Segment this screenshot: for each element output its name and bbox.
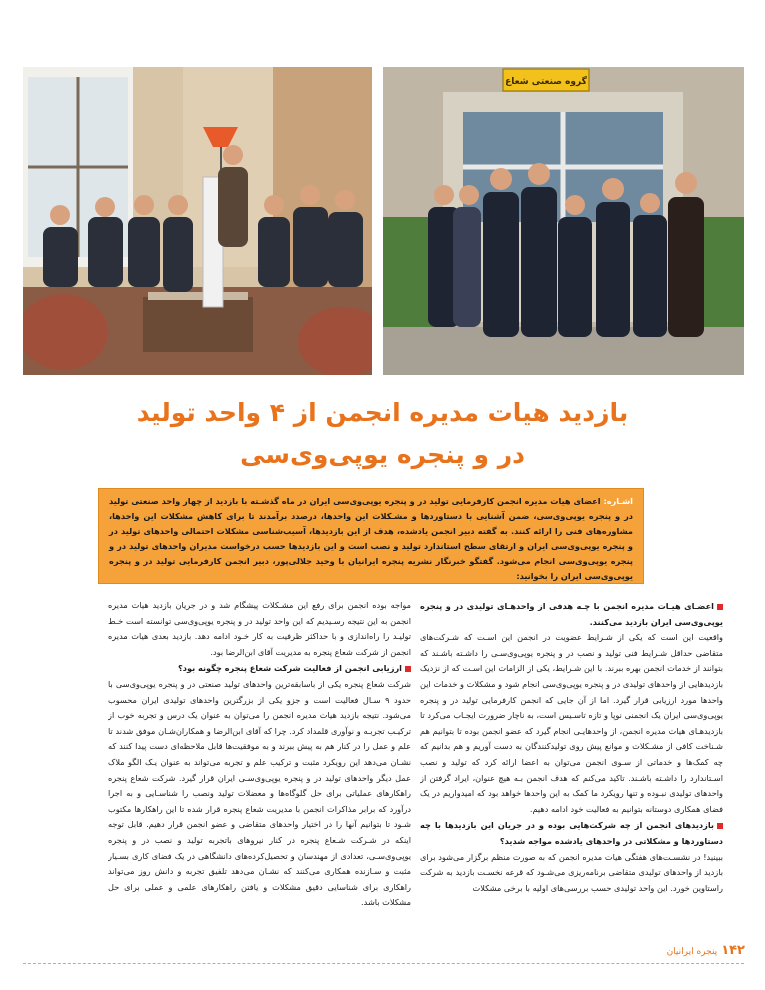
question-heading [420, 599, 723, 630]
bullet-square-icon [717, 604, 723, 610]
page-footer [667, 943, 745, 958]
photo-group-illustration [383, 67, 744, 375]
page-number: ۱۴۲ [721, 943, 745, 958]
question-text: ارزیابی انجمن از فعالیت شرکت شعاع پنجره چگونه بود؟ [178, 663, 402, 674]
lead-text: اعضای هیات مدیره انجمن کارفرمایی تولید در و پنجره یوپی‌وی‌سی ایران در ماه گذشـته با بازدید از چهار واحد صنعتی تولید در و پنجره یوپی‌وی‌سی، ضمن آشنایی با دستاوردها و مشـکلات این واحدها، درصدد برآمدند تا برای کاهش مشکلات این واحدها، مشاوره‌های فنی را ارائه کنند. به گفته دبیر انجمن یادشده، هدف از این بازدیدها، آسیب‌شناسی مشکلات احتمالی واحدهای تولید در و پنجره یوپی‌وی‌سی ایران و ارتقای سطح استاندارد تولید و نصب است و این بازدیدها حسب درخواست مدیران واحدهای تولید در و پنجره یوپی‌وی‌سی انجام می‌شود. گفتگو خبرنگار نشریه پنجره ایرانیان با وحید جلالی‌پور، دبیر انجمن کارفرمایی تولید در و پنجره یوپی‌وی‌سی ایران را بخوانید: [109, 496, 633, 581]
lead-label: اشـاره: [603, 496, 633, 506]
photo-group-building [383, 67, 744, 375]
footer-divider [23, 963, 744, 964]
answer-paragraph: شرکت شعاع پنجره یکی از باسابقه‌ترین واحدهای تولید صنعتی در و پنجره یوپی‌وی‌سی با حدود ۹ سـال فعالیت است و جزو یکی از بزرگترین واحدهای تولیدی ایران محسوب می‌شود. نتیجه بازدید هیات مدیره انجمن را می‌توان به عنوان یک درس و تجربه خوب از ترکیـب تجربـه و نوآوری قلمداد کرد. چرا که آقای ابن‌الرضا و همکاران‌شـان موفق شدند تا علم و عمل را در کنار هم به پیش ببرند و به موفقیت‌ها قابل ملاحظه‌ای دست پیدا کنند که نشـان می‌دهد این رویکرد مثبت و ترکیب علم و تجربه می‌تواند به عنوان یـک الگو ملاک عمل دیگر واحدهای تولید در و پنجره یوپی‌وی‌سـی ایران قرار گیرد. شرکت شعاع پنجره راهکارهای عملیاتی برای حل گلوگاه‌ها و معضلات تولید ونصب را شناسـایی و به اجرا درآورد که برابر مذاکرات انجمن با مدیریت شعاع پنجره قرار شده تا این راهکارها مکتوب شـود تا بتوانیم آنها را در اختیار واحدهای متقاضی و عضو انجمن قرار دهیم. قابل توجه اینکه در شـرکت شـعاع پنجره در کنار نیروهای باتجربه تولید و نصب در و پنجره یوپی‌وی‌سـی، تعدادی از مهندسان و تحصیل‌کرده‌های دانشگاهی در یک فضای کاری بسـیار مثبت و سـازنده همکاری می‌کنند که نشـان می‌دهد تلفیق تجربه و دانش روز می‌تواند راهکاری برای شناسایی دقیق مشکلات و یافتن راهکارهای علمی و عملی برای حل مشکلات باشد. [108, 678, 411, 908]
headline-line-2: در و پنجره یوپی‌وی‌سی [240, 440, 525, 469]
photo-meeting-lobby [23, 67, 372, 375]
bullet-square-icon [717, 823, 723, 829]
lead-box [98, 488, 644, 584]
question-text: بازدیدهای انجمن از چه شرکت‌هایی بوده و در جریان این بازدیدها با چه دستاوردها و مشکلاتی در واحدهای یادشده مواجه شدید؟ [420, 820, 723, 846]
bullet-square-icon [405, 666, 411, 672]
answer-paragraph: مواجه بوده انجمن برای رفع این مشـکلات پیشگام شد و در جریان بازدید هیات مدیره انجمن به این نتیجه رسـیدیم که این واحد تولید در و پنجره یوپی‌وی‌سی توانسته است خـط تولیـد را راه‌اندازی و با حداکثر ظرفیت به کار خـود ادامه دهد. بازدید بعدی هیات مدیره انجمن از شرکت شعاع پنجره به مدیریت آقای ابن‌الرضا بود. [108, 600, 411, 657]
article-column-right [420, 598, 723, 928]
answer-paragraph: واقعیت این است که یکی از شـرایط عضویت در انجمن این اسـت که شـرکت‌های متقاضی حداقل شـرایط فنی تولید و نصب در و پنجره یوپی‌وی‌سـی را داشـته باشـند که بتوانند از خدمات انجمن بهره ببرند. با این شـرایط، یکی از الزامات این اسـت که از نزدیک بازدیدهایی از واحدهای تولیدی در و پنجره یوپی‌وی‌سی انجام شود و مشکلات و خدمات این واحدها مورد ارزیابی قرار گیرد. اما از آن جایی که انجمن کارفرمایی تولید در و پنجره یوپی‌وی‌سی ایران یک انجمنی نوپا و تازه تاسـیس است، به ناچار ضرورت ایجـاب می‌کرد تا بازدیدهـای هیات مدیره انجمن، از واحدهایـی انجام گیرد که عضو انجمن بوده تا بتوانیم هم شـناخت کافی از مشـکلات و موانع پیش روی تولیدکنندگان به دست آوریم و هم بدانیم که چه کمک‌ها و خدماتی از سـوی انجمن می‌توان به اعضا ارائه کرد که تولید و نصب اسـتاندارد را داشـته باشـند. تاکید می‌کنم که هدف انجمن بـه هیچ عنوان، ایراد گرفتن از واحدهای تولیدی نبـوده و تنها رویکرد ما کمک به این واحدها خواهد بود که امیدواریم در یک فضای همکاری دوستانه بتوانیم به فعالیت خود ادامه دهیم. [420, 632, 723, 814]
question-text: اعضـای هیـات مدیره انجمن با چـه هدفی از واحدهـای تولیدی در و پنجره یوپی‌وی‌سی ایران بازدید می‌کنند. [420, 601, 723, 627]
article-column-left [108, 598, 411, 928]
question-heading [108, 661, 411, 677]
headline-line-1: بازدید هیات مدیره انجمن از ۴ واحد تولید [136, 398, 629, 427]
article-headline [40, 392, 725, 476]
building-sign-text: گروه صنعتی شعاع [505, 77, 587, 87]
magazine-name: پنجره ایرانیان [666, 947, 718, 957]
answer-paragraph: ببینید! در نشسـت‌های هفتگی هیات مدیره انجمن که به صورت منظم برگزار می‌شود برای بازدید از واحدهای تولیدی متقاضی برنامه‌ریزی می‌شـود که قرعه نخسـت بازدید به شرکت راستاوین خورد. این واحد تولیدی حسب بررسی‌های اولیه با برخی مشکلات [420, 851, 723, 893]
photo-meeting-illustration [23, 67, 372, 375]
question-heading [420, 818, 723, 849]
